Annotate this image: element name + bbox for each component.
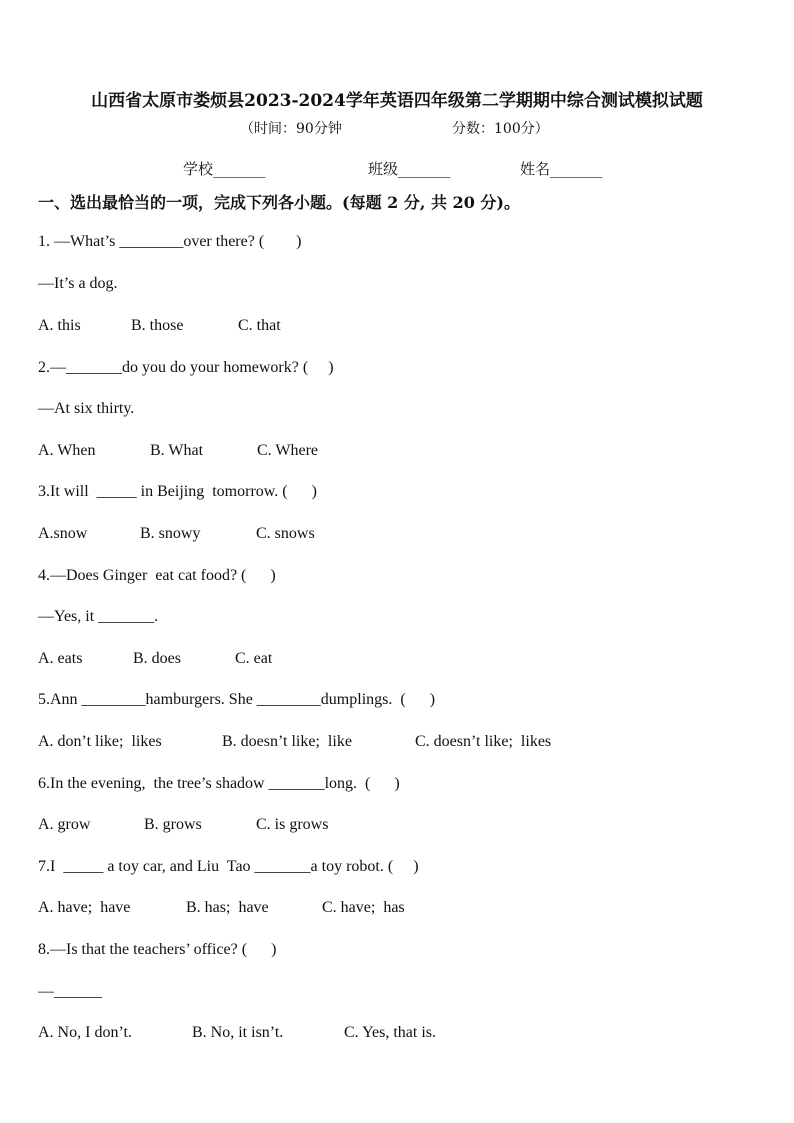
question-4-stem: 4.—Does Ginger eat cat food? ( ): [38, 567, 276, 584]
question-3-option-c: C. snows: [256, 525, 315, 542]
question-6-stem: 6.In the evening, the tree’s shadow _______long. ( ): [38, 775, 400, 792]
question-5-option-b: B. doesn’t like; like: [222, 733, 352, 750]
question-7-stem: 7.I _____ a toy car, and Liu Tao _______a toy robot. ( ): [38, 858, 419, 875]
question-4-option-b: B. does: [133, 650, 181, 667]
school-field: 学校_______: [183, 160, 266, 178]
question-8-answer: —______: [38, 983, 102, 1000]
question-2-stem: 2.—_______do you do your homework? ( ): [38, 359, 334, 376]
question-1-option-a: A. this: [38, 317, 81, 334]
question-2-answer: —At six thirty.: [38, 400, 135, 417]
question-4-option-c: C. eat: [235, 650, 273, 667]
question-6-option-a: A. grow: [38, 816, 91, 833]
page-title: 山西省太原市娄烦县2023-2024学年英语四年级第二学期期中综合测试模拟试题: [91, 91, 703, 111]
exam-time: （时间：90分钟: [240, 121, 342, 137]
section-heading: 一、选出最恰当的一项，完成下列各小题。(每题 2 分, 共 20 分)。: [38, 193, 520, 212]
question-8-option-c: C. Yes, that is.: [344, 1024, 437, 1041]
question-3-stem: 3.It will _____ in Beijing tomorrow. ( ): [38, 483, 317, 500]
question-5-option-c: C. doesn’t like; likes: [415, 733, 552, 750]
question-4-option-a: A. eats: [38, 650, 83, 667]
question-8-stem: 8.—Is that the teachers’ office? ( ): [38, 941, 277, 958]
exam-score: 分数：100分）: [452, 121, 549, 137]
question-5-option-a: A. don’t like; likes: [38, 733, 162, 750]
question-5-stem: 5.Ann ________hamburgers. She ________dumplings. ( ): [38, 691, 436, 708]
question-6-option-b: B. grows: [144, 816, 202, 833]
class-field: 班级_______: [368, 160, 451, 178]
name-field: 姓名_______: [520, 160, 603, 178]
question-3-option-b: B. snowy: [140, 525, 201, 542]
question-1-option-b: B. those: [131, 317, 184, 334]
question-7-option-b: B. has; have: [186, 899, 269, 916]
question-1-option-c: C. that: [238, 317, 281, 334]
question-1-answer: —It’s a dog.: [38, 275, 118, 292]
question-2-option-a: A. When: [38, 442, 96, 459]
question-7-option-a: A. have; have: [38, 899, 131, 916]
question-2-option-b: B. What: [150, 442, 204, 459]
question-7-option-c: C. have; has: [322, 899, 405, 916]
question-3-option-a: A.snow: [38, 525, 88, 542]
question-2-option-c: C. Where: [257, 442, 319, 459]
question-8-option-a: A. No, I don’t.: [38, 1024, 132, 1041]
question-1-stem: 1. —What’s ________over there? ( ): [38, 233, 302, 250]
question-8-option-b: B. No, it isn’t.: [192, 1024, 284, 1041]
question-4-answer: —Yes, it _______.: [38, 608, 159, 625]
question-6-option-c: C. is grows: [256, 816, 329, 833]
